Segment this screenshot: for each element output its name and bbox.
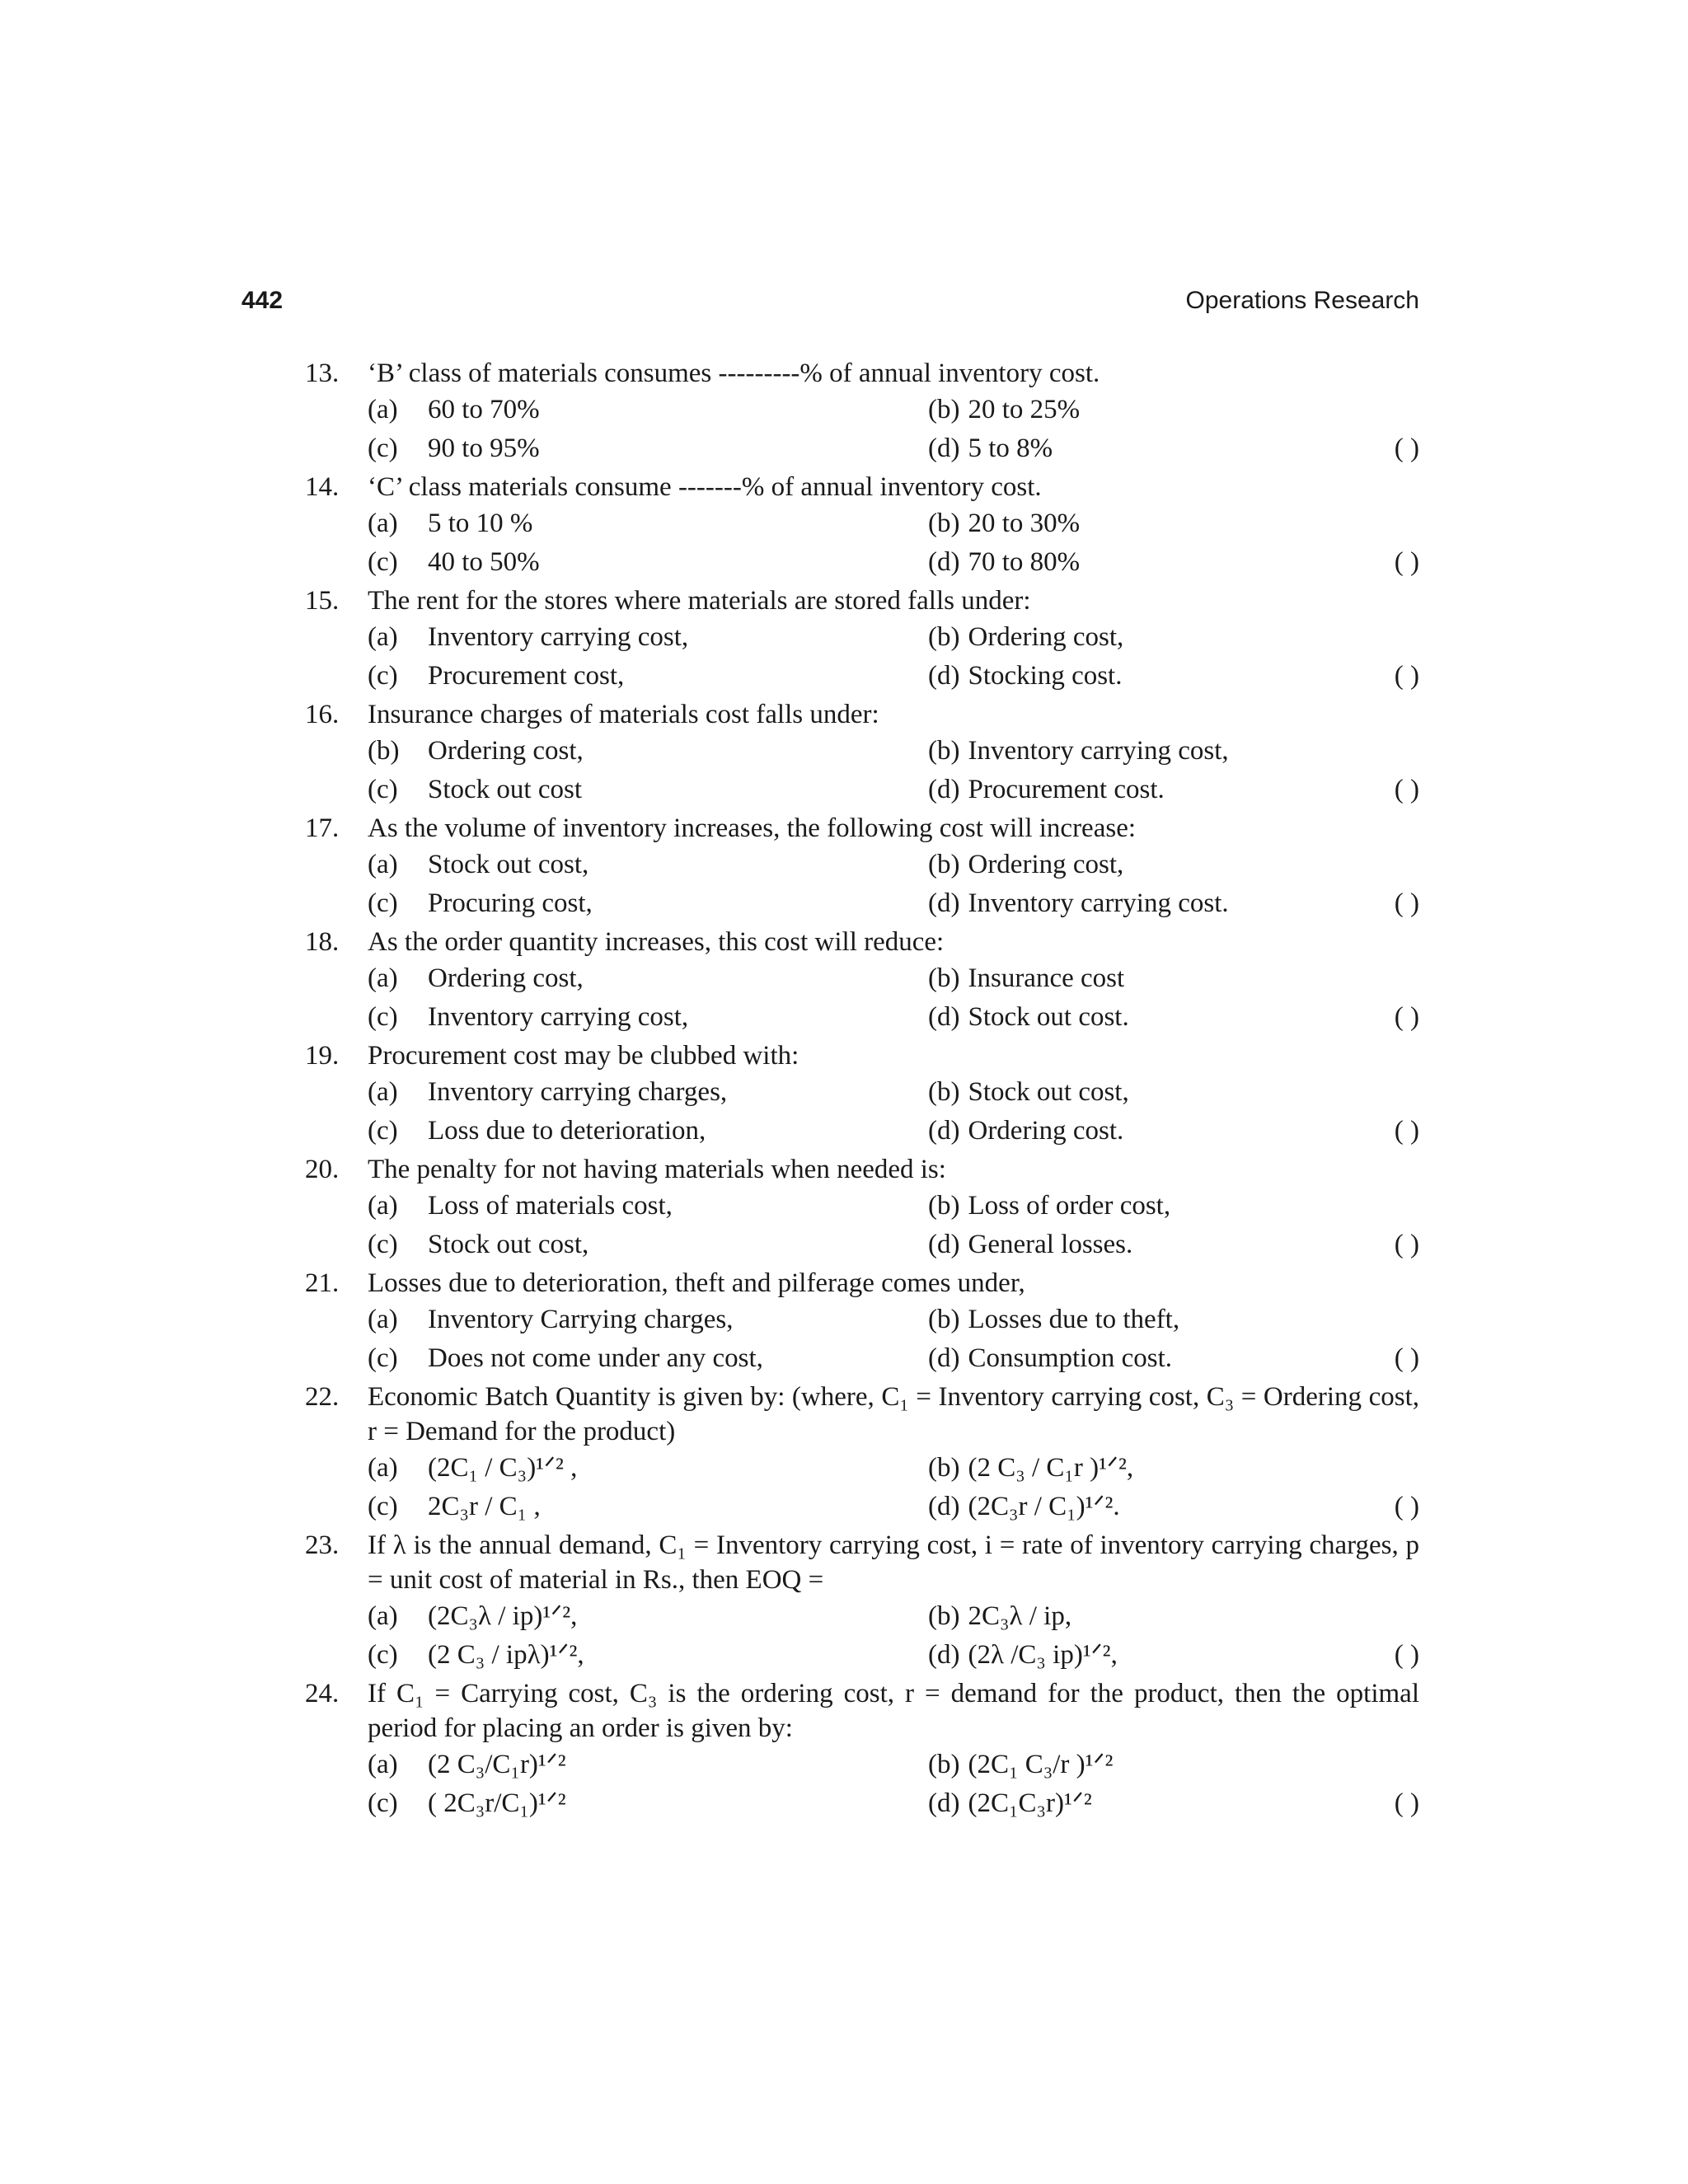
question-text: Insurance charges of materials cost falls under: <box>368 700 879 729</box>
option-row <box>305 1187 1419 1226</box>
option-row <box>305 1636 1419 1675</box>
option-label: (c) <box>368 775 398 804</box>
question-number: 18. <box>305 927 340 957</box>
option-a <box>368 846 588 884</box>
option-text: Inventory carrying cost. <box>968 888 1229 918</box>
question-text: As the volume of inventory increases, the following cost will increase: <box>368 813 1137 843</box>
option-label: (b) <box>928 1305 960 1334</box>
option-text: Ordering cost, <box>428 736 584 766</box>
option-label: (a) <box>368 622 398 652</box>
question-number: 15. <box>305 586 340 616</box>
option-a <box>368 1301 734 1339</box>
option-text: Loss of order cost, <box>968 1191 1171 1221</box>
question-number: 24. <box>305 1679 340 1708</box>
option-b <box>928 618 1123 657</box>
option-text: (2C₁ / C₃)¹ᐟ² , <box>428 1453 578 1483</box>
option-label: (b) <box>928 1601 960 1631</box>
option-row <box>305 391 1419 429</box>
answer-box: ( ) <box>1394 434 1419 463</box>
option-row <box>305 1449 1419 1488</box>
option-d <box>928 1784 1092 1823</box>
option-label: (c) <box>368 1640 398 1670</box>
option-label: (a) <box>368 1453 398 1483</box>
question-text: The penalty for not having materials when needed is: <box>368 1155 946 1184</box>
option-text: 70 to 80% <box>968 547 1081 577</box>
option-label: (b) <box>928 963 960 993</box>
option-text: Consumption cost. <box>968 1343 1173 1373</box>
option-text: (2C₃r / C₁)¹ᐟ². <box>968 1492 1120 1521</box>
option-label: (d) <box>928 434 960 463</box>
option-text: Procurement cost. <box>968 775 1165 804</box>
option-label: (b) <box>928 850 960 879</box>
option-row <box>305 1112 1419 1151</box>
option-d <box>928 998 1129 1037</box>
option-text: (2C₁C₃r)¹ᐟ² <box>968 1788 1092 1818</box>
question-item <box>305 583 1419 696</box>
option-label: (c) <box>368 1343 398 1373</box>
option-a <box>368 1073 727 1112</box>
option-label: (d) <box>928 1343 960 1373</box>
option-text: 20 to 25% <box>968 395 1081 424</box>
option-label: (c) <box>368 1116 398 1146</box>
option-text: Stock out cost <box>428 775 582 804</box>
option-a <box>368 732 584 771</box>
option-b <box>928 1597 1071 1636</box>
option-row <box>305 1301 1419 1339</box>
option-c <box>368 1636 584 1675</box>
option-d <box>928 429 1053 468</box>
option-a <box>368 1449 577 1488</box>
option-b <box>928 504 1080 543</box>
question-text: Losses due to deterioration, theft and pilferage comes under, <box>368 1268 1025 1298</box>
option-text: Ordering cost, <box>968 622 1124 652</box>
option-label: (a) <box>368 1305 398 1334</box>
option-label: (d) <box>928 661 960 691</box>
option-b <box>928 846 1123 884</box>
option-text: Procuring cost, <box>428 888 593 918</box>
option-text: Ordering cost, <box>968 850 1124 879</box>
option-text: Inventory carrying cost, <box>968 736 1229 766</box>
option-row <box>305 846 1419 884</box>
option-a <box>368 391 540 429</box>
question-item <box>305 1038 1419 1151</box>
option-text: (2 C₃/C₁r)¹ᐟ² <box>428 1750 566 1779</box>
option-label: (d) <box>928 1492 960 1521</box>
option-row <box>305 1488 1419 1526</box>
option-label: (b) <box>368 736 400 766</box>
option-text: Insurance cost <box>968 963 1125 993</box>
question-text: If C₁ = Carrying cost, C₃ is the ordering cost, r = demand for the product, then the optimal period for placing an order is given by: <box>368 1679 1419 1743</box>
option-label: (d) <box>928 888 960 918</box>
question-text: ‘B’ class of materials consumes ---------% of annual inventory cost. <box>368 359 1100 388</box>
option-label: (c) <box>368 888 398 918</box>
option-label: (d) <box>928 1230 960 1259</box>
option-text: Stock out cost, <box>968 1077 1129 1107</box>
option-text: (2C₁ C₃/r )¹ᐟ² <box>968 1750 1114 1779</box>
option-c <box>368 1784 566 1823</box>
option-text: Inventory Carrying charges, <box>428 1305 734 1334</box>
answer-box: ( ) <box>1394 1116 1419 1146</box>
option-label: (c) <box>368 1230 398 1259</box>
option-text: (2C₃λ / ip)¹ᐟ², <box>428 1601 578 1631</box>
answer-box: ( ) <box>1394 1640 1419 1670</box>
question-number: 22. <box>305 1382 340 1412</box>
question-text: The rent for the stores where materials are stored falls under: <box>368 586 1031 616</box>
option-text: 40 to 50% <box>428 547 540 577</box>
option-text: 5 to 8% <box>968 434 1053 463</box>
option-label: (d) <box>928 1002 960 1032</box>
option-text: 90 to 95% <box>428 434 540 463</box>
question-item <box>305 1152 1419 1264</box>
question-number: 13. <box>305 359 340 388</box>
answer-box: ( ) <box>1394 1343 1419 1373</box>
question-item <box>305 1528 1419 1675</box>
option-c <box>368 884 593 923</box>
option-label: (a) <box>368 963 398 993</box>
option-text: (2λ /C₃ ip)¹ᐟ², <box>968 1640 1118 1670</box>
option-c <box>368 1112 706 1151</box>
option-c <box>368 1488 541 1526</box>
option-row <box>305 657 1419 696</box>
option-label: (d) <box>928 1116 960 1146</box>
option-label: (a) <box>368 850 398 879</box>
option-text: 5 to 10 % <box>428 509 533 538</box>
option-row <box>305 1597 1419 1636</box>
option-row <box>305 1073 1419 1112</box>
answer-box: ( ) <box>1394 888 1419 918</box>
question-text: Economic Batch Quantity is given by: (where, C₁ = Inventory carrying cost, C₃ = Ordering cost, r = Demand for the product) <box>368 1382 1419 1446</box>
option-d <box>928 657 1122 696</box>
option-label: (d) <box>928 1788 960 1818</box>
option-label: (c) <box>368 661 398 691</box>
option-label: (c) <box>368 1002 398 1032</box>
option-text: (2 C₃ / ipλ)¹ᐟ², <box>428 1640 584 1670</box>
option-text: 60 to 70% <box>428 395 540 424</box>
question-item <box>305 697 1419 809</box>
option-label: (d) <box>928 1640 960 1670</box>
option-label: (b) <box>928 1750 960 1779</box>
question-number: 20. <box>305 1155 340 1184</box>
option-label: (b) <box>928 622 960 652</box>
option-text: General losses. <box>968 1230 1133 1259</box>
option-label: (b) <box>928 509 960 538</box>
option-text: 2C₃λ / ip, <box>968 1601 1072 1631</box>
option-label: (a) <box>368 1601 398 1631</box>
option-row <box>305 998 1419 1037</box>
question-text: Procurement cost may be clubbed with: <box>368 1041 799 1071</box>
question-item <box>305 811 1419 923</box>
option-d <box>928 1339 1172 1378</box>
question-number: 17. <box>305 813 340 843</box>
option-b <box>928 1187 1170 1226</box>
option-a <box>368 959 584 998</box>
option-label: (d) <box>928 775 960 804</box>
question-text: As the order quantity increases, this cost will reduce: <box>368 927 945 957</box>
question-item <box>305 1266 1419 1378</box>
answer-box: ( ) <box>1394 1002 1419 1032</box>
option-row <box>305 1226 1419 1264</box>
option-d <box>928 1488 1120 1526</box>
running-header-title: Operations Research <box>1185 287 1419 314</box>
page-number: 442 <box>241 287 284 314</box>
option-label: (a) <box>368 1750 398 1779</box>
option-text: (2 C₃ / C₁r )¹ᐟ², <box>968 1453 1134 1483</box>
option-b <box>928 732 1229 771</box>
option-row <box>305 732 1419 771</box>
option-d <box>928 1636 1118 1675</box>
option-a <box>368 618 688 657</box>
option-row <box>305 771 1419 809</box>
option-d <box>928 884 1229 923</box>
option-row <box>305 1784 1419 1823</box>
option-c <box>368 429 540 468</box>
option-c <box>368 657 624 696</box>
answer-box: ( ) <box>1394 1492 1419 1521</box>
option-row <box>305 543 1419 582</box>
question-number: 23. <box>305 1530 340 1560</box>
question-item <box>305 1380 1419 1526</box>
option-d <box>928 543 1080 582</box>
option-label: (a) <box>368 1077 398 1107</box>
option-row <box>305 618 1419 657</box>
option-row <box>305 1746 1419 1784</box>
option-a <box>368 1597 577 1636</box>
option-label: (c) <box>368 1788 398 1818</box>
option-text: Inventory carrying cost, <box>428 1002 689 1032</box>
option-text: ( 2C₃r/C₁)¹ᐟ² <box>428 1788 566 1818</box>
option-text: Stock out cost. <box>968 1002 1129 1032</box>
option-c <box>368 1226 588 1264</box>
option-b <box>928 1449 1133 1488</box>
option-text: 20 to 30% <box>968 509 1081 538</box>
question-item <box>305 356 1419 468</box>
option-label: (b) <box>928 1077 960 1107</box>
option-label: (c) <box>368 547 398 577</box>
question-item <box>305 925 1419 1037</box>
question-number: 19. <box>305 1041 340 1071</box>
option-row <box>305 1339 1419 1378</box>
option-label: (b) <box>928 736 960 766</box>
option-d <box>928 771 1165 809</box>
option-text: Stocking cost. <box>968 661 1123 691</box>
option-d <box>928 1226 1132 1264</box>
option-label: (b) <box>928 1191 960 1221</box>
option-text: Loss due to deterioration, <box>428 1116 706 1146</box>
option-a <box>368 1187 673 1226</box>
question-item <box>305 1676 1419 1823</box>
option-b <box>928 1301 1179 1339</box>
question-list <box>305 356 1419 1823</box>
answer-box: ( ) <box>1394 661 1419 691</box>
option-d <box>928 1112 1123 1151</box>
question-text: If λ is the annual demand, C₁ = Inventory carrying cost, i = rate of inventory carrying charges, p = unit cost of material in Rs., then EOQ = <box>368 1530 1419 1595</box>
option-text: Procurement cost, <box>428 661 625 691</box>
option-c <box>368 998 688 1037</box>
option-label: (a) <box>368 509 398 538</box>
option-b <box>928 1073 1129 1112</box>
option-text: Stock out cost, <box>428 850 589 879</box>
option-row <box>305 429 1419 468</box>
option-label: (c) <box>368 1492 398 1521</box>
option-b <box>928 391 1080 429</box>
option-a <box>368 1746 566 1784</box>
option-text: Loss of materials cost, <box>428 1191 673 1221</box>
option-label: (c) <box>368 434 398 463</box>
option-a <box>368 504 532 543</box>
option-row <box>305 504 1419 543</box>
option-c <box>368 1339 763 1378</box>
option-text: Does not come under any cost, <box>428 1343 763 1373</box>
option-c <box>368 543 540 582</box>
option-text: Stock out cost, <box>428 1230 589 1259</box>
option-label: (b) <box>928 395 960 424</box>
option-text: Inventory carrying cost, <box>428 622 689 652</box>
answer-box: ( ) <box>1394 1788 1419 1818</box>
answer-box: ( ) <box>1394 775 1419 804</box>
option-label: (a) <box>368 1191 398 1221</box>
question-number: 16. <box>305 700 340 729</box>
option-text: Ordering cost, <box>428 963 584 993</box>
option-b <box>928 959 1124 998</box>
question-number: 21. <box>305 1268 340 1298</box>
option-b <box>928 1746 1113 1784</box>
option-label: (d) <box>928 547 960 577</box>
option-text: Inventory carrying charges, <box>428 1077 728 1107</box>
question-text: ‘C’ class materials consume -------% of annual inventory cost. <box>368 472 1042 502</box>
option-label: (a) <box>368 395 398 424</box>
option-text: Ordering cost. <box>968 1116 1124 1146</box>
option-row <box>305 884 1419 923</box>
option-label: (b) <box>928 1453 960 1483</box>
option-text: 2C₃r / C₁ , <box>428 1492 541 1521</box>
answer-box: ( ) <box>1394 1230 1419 1259</box>
option-row <box>305 959 1419 998</box>
answer-box: ( ) <box>1394 547 1419 577</box>
option-text: Losses due to theft, <box>968 1305 1180 1334</box>
question-item <box>305 470 1419 582</box>
question-number: 14. <box>305 472 340 502</box>
option-c <box>368 771 582 809</box>
